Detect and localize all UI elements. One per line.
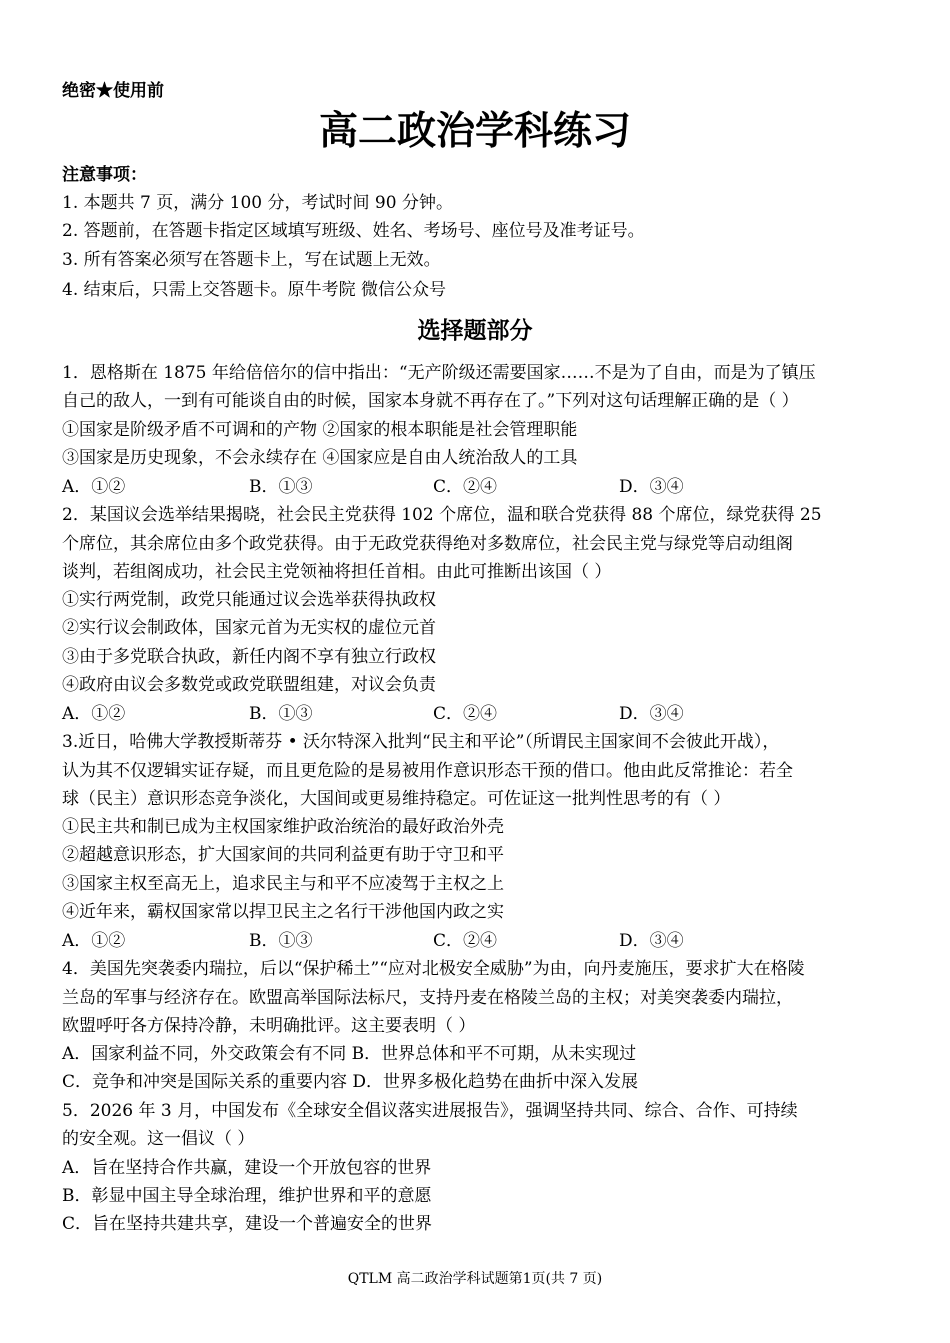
- question-statement: ③国家主权至高无上，追求民主与和平不应凌驾于主权之上: [62, 874, 504, 894]
- question-statement: ①民主共和制已成为主权国家维护政治统治的最好政治外壳: [62, 817, 504, 837]
- option-c: C．②④: [433, 704, 498, 724]
- question-stem-line: 谈判，若组阁成功，社会民主党领袖将担任首相。由此可推断出该国（ ）: [62, 562, 612, 582]
- question-stem-line: 1．恩格斯在 1875 年给倍倍尔的信中指出：“无产阶级还需要国家……不是为了自由，而是为了镇压: [62, 363, 816, 383]
- option-a: A．①②: [62, 931, 126, 951]
- answer-option-line: B．彰显中国主导全球治理，维护世界和平的意愿: [62, 1186, 432, 1206]
- question-stem-line: 4．美国先突袭委内瑞拉，后以“保护稀土”“应对北极安全威胁”为由，向丹麦施压，要求扩大在格陵: [62, 959, 805, 979]
- option-d: D．③④: [619, 477, 684, 497]
- question-statement: ①实行两党制，政党只能通过议会选举获得执政权: [62, 590, 436, 610]
- option-d: D．③④: [619, 704, 684, 724]
- notice-item: 2. 答题前，在答题卡指定区域填写班级、姓名、考场号、座位号及准考证号。: [62, 221, 645, 241]
- notice-item: 4. 结束后，只需上交答题卡。原牛考院 微信公众号: [62, 280, 447, 300]
- page-title: 高二政治学科练习: [318, 108, 631, 154]
- question-statement: ④政府由议会多数党或政党联盟组建，对议会负责: [62, 675, 436, 695]
- question-stem-line: 个席位，其余席位由多个政党获得。由于无政党获得绝对多数席位，社会民主党与绿党等启动组阁: [62, 534, 793, 554]
- question-stem-line: 兰岛的军事与经济存在。欧盟高举国际法标尺，支持丹麦在格陵兰岛的主权；对美突袭委内瑞拉，: [62, 988, 793, 1008]
- section-title: 选择题部分: [417, 317, 533, 344]
- notice-item: 1. 本题共 7 页，满分 100 分，考试时间 90 分钟。: [62, 193, 453, 213]
- question-stem-line: 球（民主）意识形态竞争淡化，大国间或更易维持稳定。可佐证这一批判性思考的有（ ）: [62, 789, 731, 809]
- question-statement: ①国家是阶级矛盾不可调和的产物 ②国家的根本职能是社会管理职能: [62, 420, 578, 440]
- option-c: C．②④: [433, 477, 498, 497]
- question-statement: ③国家是历史现象，不会永续存在 ④国家应是自由人统治敌人的工具: [62, 448, 578, 468]
- option-d: D．③④: [619, 931, 684, 951]
- notice-item: 3. 所有答案必须写在答题卡上，写在试题上无效。: [62, 250, 441, 270]
- question-stem-line: 的安全观。这一倡议（ ）: [62, 1129, 255, 1149]
- answer-option-line: A．国家利益不同，外交政策会有不同 B．世界总体和平不可期，从未实现过: [62, 1044, 637, 1064]
- question-statement: ②实行议会制政体，国家元首为无实权的虚位元首: [62, 618, 436, 638]
- secret-label: 绝密★使用前: [62, 81, 164, 101]
- notice-heading: 注意事项：: [62, 165, 147, 185]
- question-statement: ②超越意识形态，扩大国家间的共同利益更有助于守卫和平: [62, 845, 504, 865]
- question-statement: ③由于多党联合执政，新任内阁不享有独立行政权: [62, 647, 436, 667]
- option-c: C．②④: [433, 931, 498, 951]
- answer-option-line: A．旨在坚持合作共赢，建设一个开放包容的世界: [62, 1158, 432, 1178]
- question-stem-line: 自己的敌人，一到有可能谈自由的时候，国家本身就不再存在了。”下列对这句话理解正确的是（ ）: [62, 391, 799, 411]
- question-statement: ④近年来，霸权国家常以捍卫民主之名行干涉他国内政之实: [62, 902, 504, 922]
- option-b: B．①③: [249, 477, 313, 497]
- option-a: A．①②: [62, 477, 126, 497]
- question-stem-line: 2．某国议会选举结果揭晓，社会民主党获得 102 个席位，温和联合党获得 88 个席位，绿党获得 25: [62, 505, 822, 525]
- page-footer: QTLM 高二政治学科试题第1页(共 7 页): [347, 1271, 603, 1287]
- question-stem-line: 3.近日，哈佛大学教授斯蒂芬 • 沃尔特深入批判“民主和平论”（所谓民主国家间不会彼此开战），: [62, 732, 780, 752]
- option-a: A．①②: [62, 704, 126, 724]
- option-b: B．①③: [249, 931, 313, 951]
- answer-option-line: C．旨在坚持共建共享，建设一个普遍安全的世界: [62, 1214, 433, 1234]
- option-b: B．①③: [249, 704, 313, 724]
- answer-option-line: C．竞争和冲突是国际关系的重要内容 D．世界多极化趋势在曲折中深入发展: [62, 1072, 639, 1092]
- question-stem-line: 欧盟呼吁各方保持冷静，未明确批评。这主要表明（ ）: [62, 1016, 476, 1036]
- question-stem-line: 5．2026 年 3 月，中国发布《全球安全倡议落实进展报告》，强调坚持共同、综合、合作、可持续: [62, 1101, 798, 1121]
- question-stem-line: 认为其不仅逻辑实证存疑，而且更危险的是易被用作意识形态干预的借口。他由此反常推论：若全: [62, 761, 793, 781]
